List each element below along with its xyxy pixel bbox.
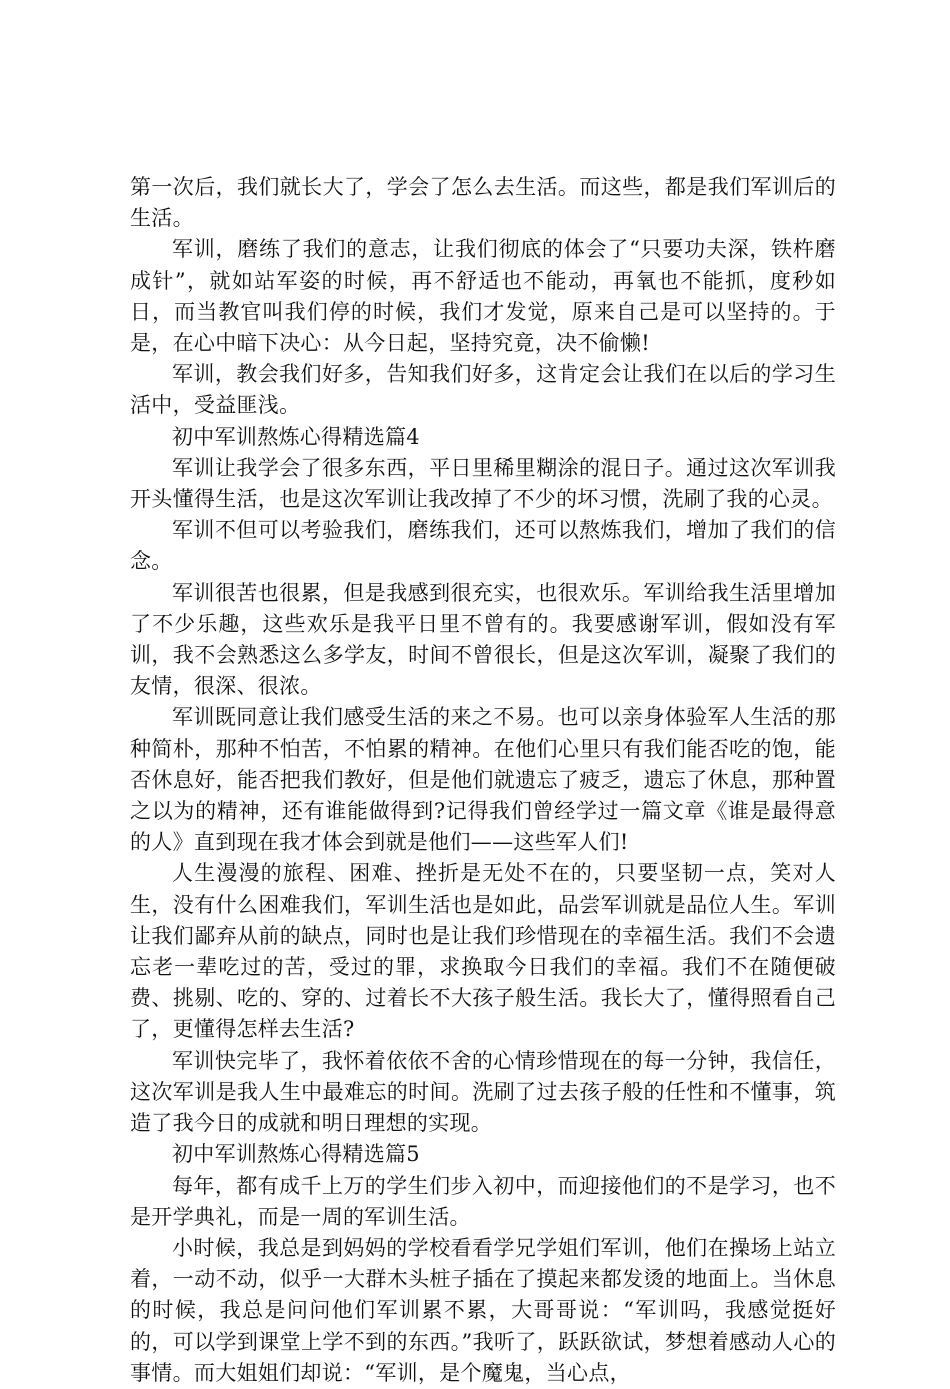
paragraph: 军训，教会我们好多，告知我们好多，这肯定会让我们在以后的学习生活中，受益匪浅。 [130,362,836,418]
document-body [130,172,836,1389]
section-heading: 初中军训熬炼心得精选篇5 [172,1142,420,1167]
paragraph: 军训快完毕了，我怀着依依不舍的心情珍惜现在的每一分钟，我信任，这次军训是我人生中最难忘的时间。洗刷了过去孩子般的任性和不懂事，筑造了我今日的成就和明日理想的实现。 [130,1048,836,1136]
paragraph: 每年，都有成千上万的学生们步入初中，而迎接他们的不是学习，也不是开学典礼，而是一周的军训生活。 [130,1173,836,1229]
section-heading: 初中军训熬炼心得精选篇4 [172,424,420,449]
paragraph: 军训既同意让我们感受生活的来之不易。也可以亲身体验军人生活的那种简朴，那种不怕苦，不怕累的精神。在他们心里只有我们能否吃的饱，能否休息好，能否把我们教好，但是他们就遗忘了疲乏，遗忘了休息，那种置之以为的精神，还有谁能做得到?记得我们曾经学过一篇文章《谁是最得意的人》直到现在我才体会到就是他们——这些军人们! [130,705,836,855]
paragraph: 军训让我学会了很多东西，平日里稀里糊涂的混日子。通过这次军训我开头懂得生活，也是这次军训让我改掉了不少的坏习惯，洗刷了我的心灵。 [130,455,836,512]
paragraph: 军训，磨练了我们的意志，让我们彻底的体会了“只要功夫深，铁杵磨成针”，就如站军姿的时候，再不舒适也不能动，再氧也不能抓，度秒如日，而当教官叫我们停的时候，我们才发觉，原来自己是可以坚持的。于是，在心中暗下决心：从今日起，坚持究竟，决不偷懒! [130,237,836,356]
paragraph: 人生漫漫的旅程、困难、挫折是无处不在的，只要坚韧一点，笑对人生，没有什么困难我们，军训生活也是如此，品尝军训就是品位人生。军训让我们鄙弃从前的缺点，同时也是让我们珍惜现在的幸福生活。我们不会遗忘老一辈吃过的苦，受过的罪，求换取今日我们的幸福。我们不在随便破费、挑剔、吃的、穿的、过着长不大孩子般生活。我长大了，懂得照看自己了，更懂得怎样去生活? [130,861,836,1042]
paragraph: 军训不但可以考验我们，磨练我们，还可以熬炼我们，增加了我们的信念。 [130,518,836,574]
paragraph: 军训很苦也很累，但是我感到很充实，也很欢乐。军训给我生活里增加了不少乐趣，这些欢乐是我平日里不曾有的。我要感谢军训，假如没有军训，我不会熟悉这么多学友，时间不曾很长，但是这次军训，凝聚了我们的友情，很深、很浓。 [130,580,836,699]
paragraph: 第一次后，我们就长大了，学会了怎么去生活。而这些，都是我们军训后的生活。 [130,175,836,231]
paragraph: 小时候，我总是到妈妈的学校看看学兄学姐们军训，他们在操场上站立着，一动不动，似乎一大群木头桩子插在了摸起来都发烫的地面上。当休息的时候，我总是问问他们军训累不累，大哥哥说：“军训吗，我感觉挺好的，可以学到课堂上学不到的东西。”我听了，跃跃欲试，梦想着感动人心的事情。而大姐姐们却说：“军训，是个魔鬼，当心点， [130,1235,836,1385]
